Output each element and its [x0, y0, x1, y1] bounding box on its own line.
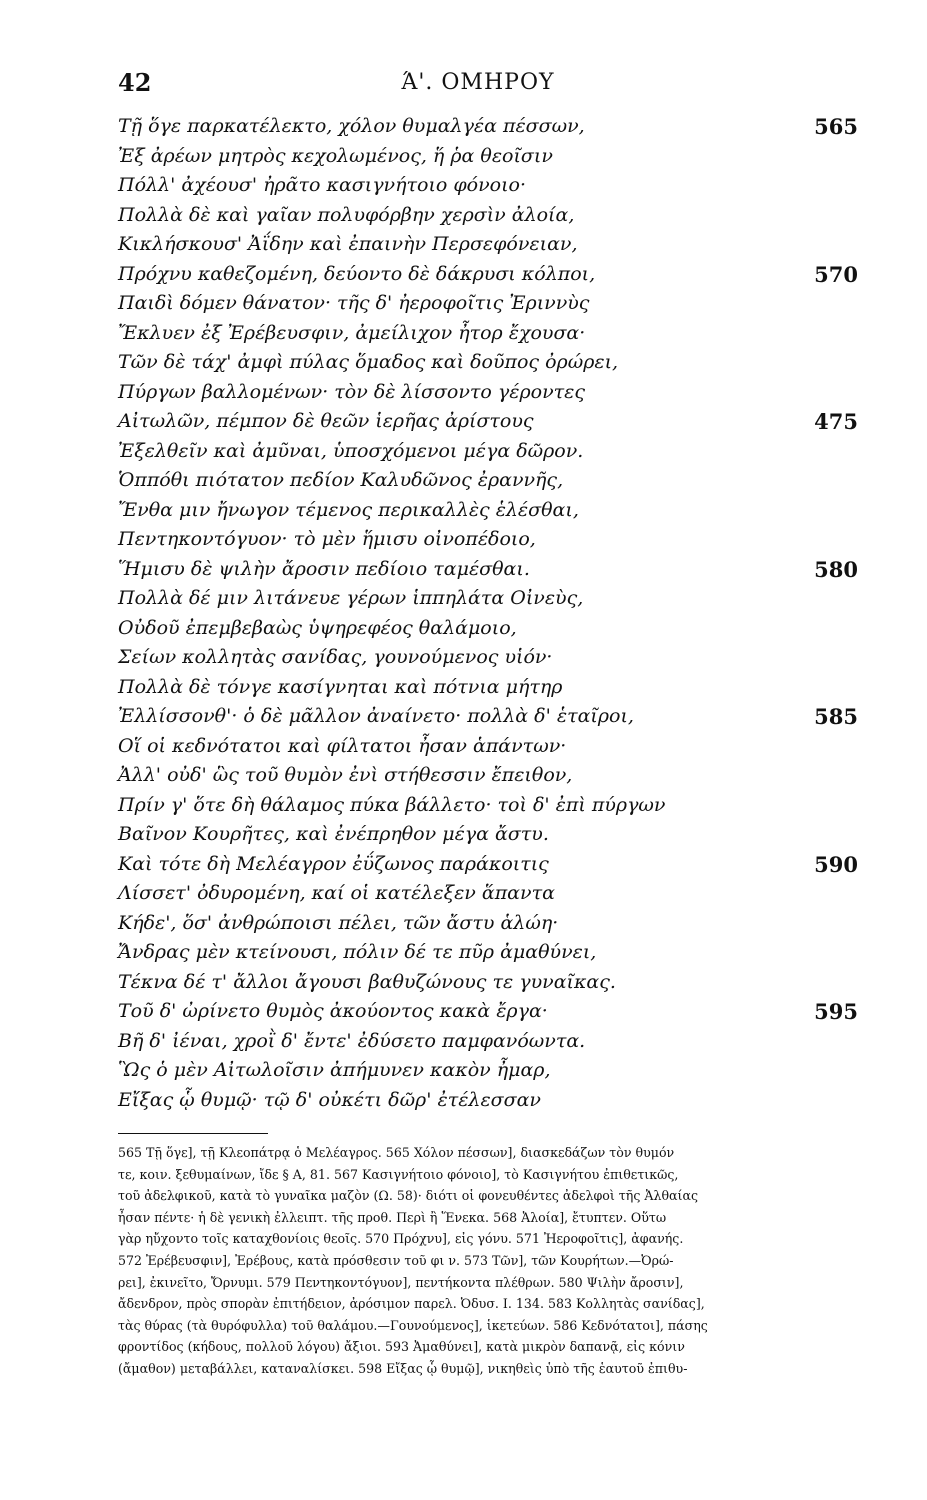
- verse-line: [118, 584, 858, 614]
- page-header: [118, 68, 838, 102]
- verse-line: [118, 230, 858, 260]
- line-number: 580: [814, 556, 858, 582]
- verse-text-line: Τῶν δὲ τάχ' ἀμφὶ πύλας ὅμαδος καὶ δοῦπος ὀρώρει,: [118, 351, 619, 373]
- verse-text: [118, 112, 858, 1115]
- verse-text-line: Πεντηκοντόγυον· τὸ μὲν ἥμισυ οἰνοπέδοιο,: [118, 528, 536, 550]
- footnote-line: τὰς θύρας (τὰ θυρόφυλλα) τοῦ θαλάμου.—Γουνούμενος], ἱκετεύων. 586 Κεδνότατοι], πάσης: [118, 1317, 708, 1333]
- verse-line: [118, 525, 858, 555]
- verse-text-line: Ἥμισυ δὲ ψιλὴν ἄροσιν πεδίοιο ταμέσθαι.: [118, 557, 530, 580]
- footnote-line: ρει], ἐκινεῖτο, Ὄρνυμι. 579 Πεντηκοντόγυον], πεντήκοντα πλέθρων. 580 Ψιλὴν ἄροσιν],: [118, 1274, 684, 1290]
- verse-line: [118, 407, 858, 437]
- footnote-line: 565 Τῇ ὅγε], τῇ Κλεοπάτρᾳ ὁ Μελέαγρος. 565 Χόλον πέσσων], διασκεδάζων τὸν θυμόν: [118, 1145, 675, 1160]
- verse-line: [118, 968, 858, 998]
- verse-line: [118, 260, 858, 290]
- line-number: 570: [814, 261, 858, 287]
- verse-text-line: Οὐδοῦ ἐπεμβεβαὼς ὑψηρεφέος θαλάμοιο,: [118, 616, 517, 639]
- verse-text-line: Αἰτωλῶν, πέμπον δὲ θεῶν ἱερῆας ἀρίστους: [118, 410, 534, 432]
- verse-text-line: Εἴξας ᾧ θυμῷ· τῷ δ' οὐκέτι δῶρ' ἐτέλεσσαν: [118, 1088, 541, 1111]
- verse-line: [118, 1086, 858, 1116]
- verse-text-line: Πολλὰ δὲ καὶ γαῖαν πολυφόρβην χερσὶν ἀλοία,: [118, 203, 575, 226]
- verse-line: [118, 1056, 858, 1086]
- verse-line: [118, 761, 858, 791]
- verse-text-line: Πόλλ' ἀχέουσ' ἠρᾶτο κασιγνήτοιο φόνοιο·: [118, 174, 527, 196]
- footnote-line: τοῦ ἀδελφικοῦ, κατὰ τὸ γυναῖκα μαζὸν (Ω. 58)· διότι οἱ φονευθέντες ἀδελφοὶ τῆς Ἀλθαίας: [118, 1188, 699, 1204]
- verse-line: [118, 437, 858, 467]
- line-number: 595: [814, 999, 858, 1024]
- running-title: Ά'. ΟΜΗΡΟΥ: [401, 70, 555, 95]
- verse-text-line: Βαῖνον Κουρῆτες, καὶ ἐνέπρηθον μέγα ἄστυ.: [118, 823, 549, 845]
- verse-text-line: Τοῦ δ' ὠρίνετο θυμὸς ἀκούοντος κακὰ ἔργα·: [118, 1000, 548, 1022]
- page-number: 42: [118, 68, 152, 97]
- verse-line: [118, 378, 858, 408]
- verse-text-line: Ἀλλ' οὐδ' ὣς τοῦ θυμὸν ἐνὶ στήθεσσιν ἔπειθον,: [118, 764, 573, 786]
- verse-text-line: Τέκνα δέ τ' ἄλλοι ἄγουσι βαθυζώνους τε γυναῖκας.: [118, 970, 616, 993]
- verse-line: [118, 319, 858, 349]
- footnotes: [118, 1142, 863, 1380]
- footnote-line: τε, κοιν. ξεθυμαίνων, ἴδε § Α, 81. 567 Κασιγνήτοιο φόνοιο], τὸ Κασιγνήτου ἐπιθετικῶς,: [118, 1166, 679, 1182]
- footnote-rule: [118, 1133, 268, 1134]
- verse-text-line: Τῇ ὅγε παρκατέλεκτο, χόλον θυμαλγέα πέσσων,: [118, 115, 585, 137]
- verse-text-line: Πρόχνυ καθεζομένη, δεύοντο δὲ δάκρυσι κόλποι,: [118, 262, 596, 285]
- verse-text-line: Πολλὰ δέ μιν λιτάνευε γέρων ἱππηλάτα Οἰνεὺς,: [118, 587, 584, 609]
- verse-line: [118, 791, 858, 821]
- verse-line: [118, 909, 858, 939]
- line-number: 565: [814, 114, 858, 139]
- verse-text-line: Κικλήσκουσ' Ἀΐδην καὶ ἐπαινὴν Περσεφόνειαν,: [118, 233, 578, 255]
- verse-text-line: Ὣς ὁ μὲν Αἰτωλοῖσιν ἀπήμυνεν κακὸν ἦμαρ,: [118, 1059, 551, 1081]
- verse-line: [118, 348, 858, 378]
- verse-text-line: Παιδὶ δόμεν θάνατον· τῆς δ' ἠεροφοῖτις Ἐριννὺς: [118, 292, 590, 314]
- verse-line: [118, 879, 858, 909]
- verse-text-line: Πολλὰ δὲ τόνγε κασίγνηται καὶ πότνια μήτηρ: [118, 675, 563, 698]
- verse-text-line: Ἔκλυεν ἐξ Ἐρέβευσφιν, ἀμείλιχον ἦτορ ἔχουσα·: [118, 321, 586, 344]
- verse-text-line: Ἐξ ἀρέων μητρὸς κεχολωμένος, ἥ ῥα θεοῖσιν: [118, 144, 553, 167]
- verse-line: [118, 938, 858, 968]
- footnote-line: (ἄμαθον) μεταβάλλει, καταναλίσκει. 598 Εἴξας ᾧ θυμῷ], νικηθεὶς ὑπὸ τῆς ἑαυτοῦ ἐπιθυ-: [118, 1360, 688, 1376]
- verse-text-line: Ἔνθα μιν ἤνωγον τέμενος περικαλλὲς ἑλέσθαι,: [118, 498, 579, 521]
- footnote-line: φροντίδος (κήδους, πολλοῦ λόγου) ἄξιοι. 593 Ἀμαθύνει], κατὰ μικρὸν δαπανᾷ, εἰς κόνιν: [118, 1339, 685, 1355]
- verse-line: [118, 112, 858, 142]
- verse-line: [118, 555, 858, 585]
- verse-text-line: Ἄνδρας μὲν κτείνουσι, πόλιν δέ τε πῦρ ἀμαθύνει,: [118, 941, 597, 963]
- footnote-line: ἄδενδρον, πρὸς σπορὰν ἐπιτήδειον, ἀρόσιμον παρελ. Ὀδυσ. I. 134. 583 Κολλητὰς σανίδας],: [118, 1296, 705, 1312]
- verse-text-line: Κήδε', ὅσ' ἀνθρώποισι πέλει, τῶν ἄστυ ἁλώη·: [118, 911, 559, 934]
- verse-line: [118, 201, 858, 231]
- verse-line: [118, 142, 858, 172]
- verse-line: [118, 850, 858, 880]
- verse-line: [118, 673, 858, 703]
- verse-text-line: Πύργων βαλλομένων· τὸν δὲ λίσσοντο γέροντες: [118, 380, 585, 403]
- footnote-line: 572 Ἐρέβευσφιν], Ἐρέβους, κατὰ πρόσθεσιν τοῦ φι ν. 573 Τῶν], τῶν Κουρήτων.—Ὀρώ-: [118, 1252, 674, 1268]
- verse-line: [118, 732, 858, 762]
- footnote-line: ἦσαν πέντε· ἡ δὲ γενικὴ ἐλλειπτ. τῆς προθ. Περὶ ἢ Ἕνεκα. 568 Ἀλοία], ἔτυπτεν. Οὕτω: [118, 1209, 667, 1225]
- verse-text-line: Ὁππόθι πιότατον πεδίον Καλυδῶνος ἐραννῆς,: [118, 469, 564, 491]
- verse-text-line: Καὶ τότε δὴ Μελέαγρον ἐΰζωνος παράκοιτις: [118, 852, 549, 875]
- verse-text-line: Λίσσετ' ὀδυρομένη, καί οἱ κατέλεξεν ἅπαντα: [118, 882, 555, 904]
- verse-text-line: Σείων κολλητὰς σανίδας, γουνούμενος υἱόν·: [118, 646, 553, 668]
- line-number: 590: [814, 851, 858, 877]
- verse-text-line: Οἵ οἱ κεδνότατοι καὶ φίλτατοι ἦσαν ἁπάντων·: [118, 734, 567, 757]
- verse-line: [118, 702, 858, 732]
- verse-line: [118, 614, 858, 644]
- verse-text-line: Βῆ δ' ἰέναι, χροῒ δ' ἔντε' ἐδύσετο παμφανόωντα.: [118, 1029, 586, 1052]
- verse-text-line: Ἐλλίσσονθ'· ὁ δὲ μᾶλλον ἀναίνετο· πολλὰ δ' ἑταῖροι,: [118, 705, 634, 727]
- verse-text-line: Ἐξελθεῖν καὶ ἀμῦναι, ὑποσχόμενοι μέγα δῶρον.: [118, 439, 584, 462]
- verse-line: [118, 496, 858, 526]
- verse-line: [118, 820, 858, 850]
- verse-line: [118, 1027, 858, 1057]
- verse-line: [118, 997, 858, 1027]
- line-number: 585: [814, 704, 858, 729]
- verse-line: [118, 171, 858, 201]
- verse-line: [118, 466, 858, 496]
- verse-text-line: Πρίν γ' ὅτε δὴ θάλαμος πύκα βάλλετο· τοὶ δ' ἐπὶ πύργων: [118, 793, 666, 816]
- verse-line: [118, 643, 858, 673]
- footnote-line: γὰρ ηὔχοντο τοῖς καταχθονίοις θεοῖς. 570 Πρόχνυ], εἰς γόνυ. 571 Ἠεροφοῖτις], ἀφανής.: [118, 1231, 684, 1247]
- line-number: 475: [814, 409, 858, 434]
- verse-line: [118, 289, 858, 319]
